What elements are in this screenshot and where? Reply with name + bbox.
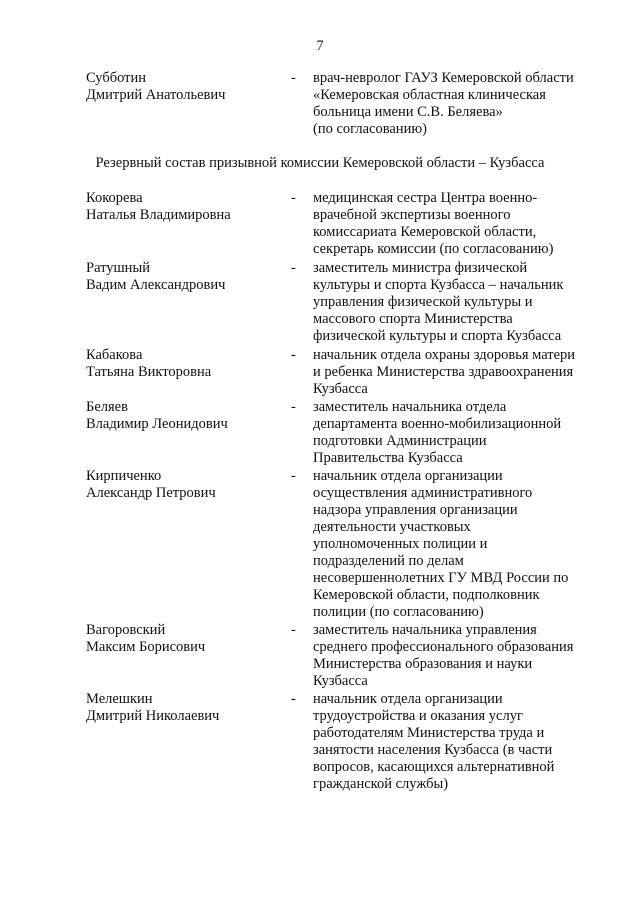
separator-dash: - [291,691,296,707]
separator-dash: - [291,190,296,206]
position-line: секретарь комиссии (по согласованию) [313,241,554,257]
position-line: управления физической культуры и [313,294,533,310]
position-line: физической культуры и спорта Кузбасса [313,328,562,344]
member-surname: Мелешкин [86,691,153,707]
member-surname: Субботин [86,70,147,86]
position-line: медицинская сестра Центра военно- [313,190,538,206]
position-line: Кузбасса [313,673,368,689]
position-line: вопросов, касающихся альтернативной [313,759,555,775]
position-line: гражданской службы) [313,776,449,792]
member-name [86,399,286,433]
position-line: Кузбасса [313,381,368,397]
separator-dash: - [291,399,296,415]
position-line: Кемеровской области, подполковник [313,587,540,603]
member-given-names: Дмитрий Николаевич [86,708,220,724]
member-position [313,70,603,138]
member-surname: Кабакова [86,347,143,363]
position-line: начальник отдела организации [313,691,503,707]
member-name [86,622,286,656]
member-surname: Беляев [86,399,128,415]
member-name [86,70,286,104]
member-given-names: Наталья Владимировна [86,207,231,223]
member-surname: Ратушный [86,260,150,276]
member-position [313,347,603,398]
position-line: среднего профессионального образования [313,639,574,655]
member-position [313,399,603,467]
separator-dash: - [291,70,296,86]
position-line: и ребенка Министерства здравоохранения [313,364,574,380]
position-line: начальник отдела организации [313,468,503,484]
member-given-names: Максим Борисович [86,639,206,655]
member-name [86,190,286,224]
separator-dash: - [291,622,296,638]
position-line: массового спорта Министерства [313,311,513,327]
position-line: больница имени С.В. Беляева» [313,104,503,120]
position-line: начальник отдела охраны здоровья матери [313,347,576,363]
separator-dash: - [291,347,296,363]
position-line: врачебной экспертизы военного [313,207,511,223]
member-given-names: Дмитрий Анатольевич [86,87,226,103]
member-surname: Кирпиченко [86,468,162,484]
position-line: «Кемеровская областная клиническая [313,87,546,103]
position-line: Министерства образования и науки [313,656,533,672]
member-position [313,260,603,345]
position-line: заместитель начальника отдела [313,399,507,415]
position-line: заместитель министра физической [313,260,528,276]
member-name [86,347,286,381]
position-line: работодателям Министерства труда и [313,725,545,741]
separator-dash: - [291,468,296,484]
member-given-names: Вадим Александрович [86,277,226,293]
position-line: осуществления административного [313,485,533,501]
position-line: надзора управления организации [313,502,518,518]
member-surname: Кокорева [86,190,143,206]
position-line: трудоустройства и оказания услуг [313,708,523,724]
member-name [86,468,286,502]
position-line: (по согласованию) [313,121,427,137]
position-line: культуры и спорта Кузбасса – начальник [313,277,564,293]
position-line: подготовки Администрации [313,433,487,449]
position-line: занятости населения Кузбасса (в части [313,742,553,758]
member-position [313,691,603,793]
position-line: деятельности участковых [313,519,471,535]
member-position [313,468,603,621]
position-line: уполномоченных полиции и [313,536,488,552]
member-name [86,260,286,294]
position-line: врач-невролог ГАУЗ Кемеровской области [313,70,574,86]
member-given-names: Александр Петрович [86,485,216,501]
member-position [313,622,603,690]
position-line: заместитель начальника управления [313,622,537,638]
position-line: несовершеннолетних ГУ МВД России по [313,570,569,586]
member-given-names: Татьяна Викторовна [86,364,212,380]
position-line: полиции (по согласованию) [313,604,484,620]
position-line: подразделений по делам [313,553,464,569]
member-name [86,691,286,725]
member-surname: Вагоровский [86,622,166,638]
member-given-names: Владимир Леонидович [86,416,228,432]
section-heading: Резервный состав призывной комиссии Кемеровской области – Кузбасса [95,155,545,171]
separator-dash: - [291,260,296,276]
member-position [313,190,603,258]
position-line: Правительства Кузбасса [313,450,463,466]
position-line: департамента военно-мобилизационной [313,416,562,432]
page-number: 7 [316,38,324,54]
position-line: комиссариата Кемеровской области, [313,224,537,240]
